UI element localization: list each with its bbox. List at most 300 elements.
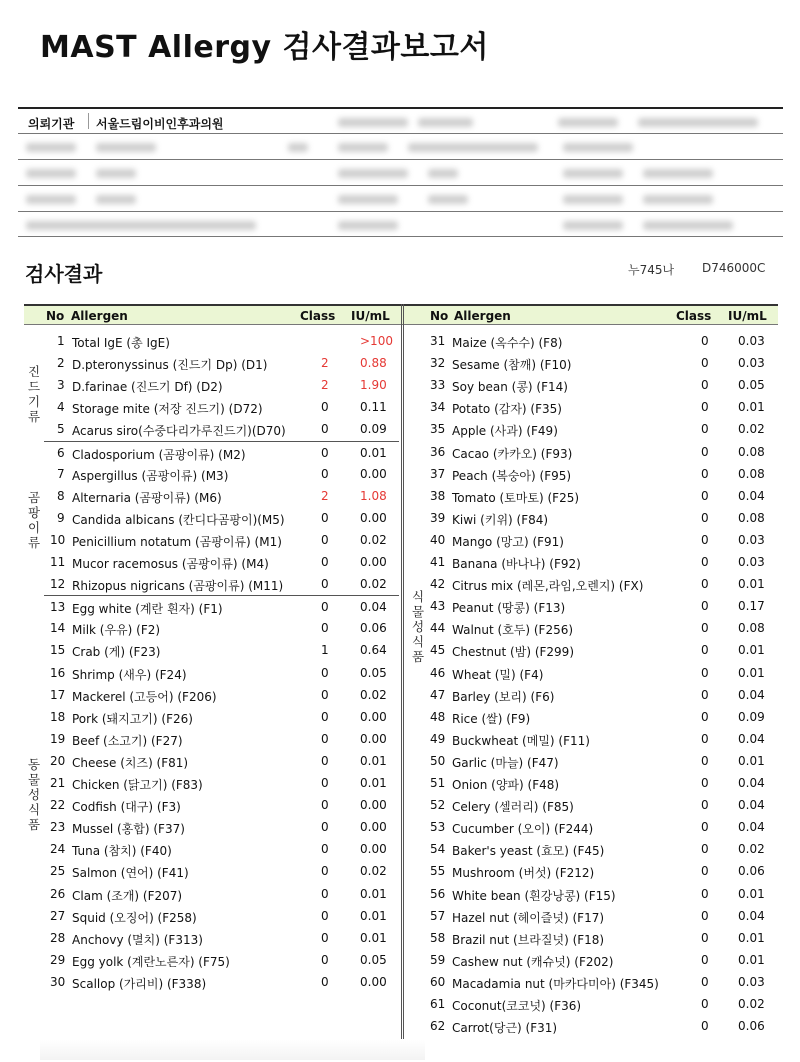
table-row	[44, 551, 399, 573]
cell-class: 0	[321, 864, 329, 879]
info-row	[18, 133, 783, 159]
cell-class: 0	[701, 422, 709, 437]
cell-allergen: Egg white (계란 흰자) (F1)	[72, 602, 223, 617]
cell-no: 37	[430, 466, 446, 481]
cell-no: 14	[50, 621, 66, 636]
cell-allergen: Mackerel (고등어) (F206)	[72, 689, 217, 704]
cell-iu: 0.01	[360, 753, 387, 768]
cell-no: 16	[50, 665, 66, 680]
header-class: Class	[300, 309, 336, 323]
table-row	[424, 772, 778, 794]
table-row	[424, 1015, 778, 1037]
cell-class: 0	[701, 621, 709, 636]
cell-allergen: Cacao (카카오) (F93)	[452, 446, 573, 461]
cell-no: 30	[50, 974, 66, 989]
table-row	[424, 639, 778, 661]
cell-iu: 0.04	[738, 908, 765, 923]
cell-no: 39	[430, 510, 446, 525]
cell-no: 38	[430, 488, 446, 503]
cell-iu: 0.03	[738, 974, 765, 989]
table-row	[44, 662, 399, 684]
table-row	[44, 949, 399, 971]
cell-allergen: Penicillium notatum (곰팡이류) (M1)	[72, 534, 282, 549]
cell-class: 0	[321, 731, 329, 746]
group-label-char: 류	[27, 535, 41, 550]
redacted-field	[338, 143, 388, 152]
cell-class: 0	[701, 798, 709, 813]
cell-class: 0	[321, 952, 329, 967]
cell-iu: 0.05	[738, 378, 765, 393]
group-label-char: 기	[27, 394, 41, 409]
table-row	[44, 507, 399, 529]
table-row	[44, 418, 399, 440]
cell-iu: 0.00	[360, 974, 387, 989]
cell-iu: 0.02	[360, 577, 387, 592]
cell-class: 0	[701, 731, 709, 746]
cell-class: 0	[701, 532, 709, 547]
cell-allergen: Maize (옥수수) (F8)	[452, 336, 563, 350]
info-row	[18, 159, 783, 185]
header-no: No	[430, 309, 449, 323]
cell-no: 59	[430, 952, 446, 967]
cell-iu: 0.00	[360, 466, 387, 481]
cell-no: 28	[50, 930, 66, 945]
cell-no: 20	[50, 753, 66, 768]
cell-allergen: Rice (쌀) (F9)	[452, 711, 531, 726]
cell-iu: 0.03	[738, 532, 765, 547]
results-title: 검사결과	[25, 262, 103, 286]
table-row	[424, 396, 778, 418]
cell-class: 0	[701, 643, 709, 658]
cell-allergen: Hazel nut (헤이즐넛) (F17)	[452, 910, 605, 925]
group-label-plant	[411, 589, 425, 664]
cell-no: 24	[50, 842, 66, 857]
group-label-char: 식	[411, 634, 425, 649]
institution-name: 서울드림이비인후과의원	[96, 117, 224, 131]
cell-class: 0	[701, 400, 709, 415]
table-row	[44, 860, 399, 882]
cell-no: 53	[430, 820, 446, 835]
table-row	[424, 617, 778, 639]
cell-class: 0	[321, 908, 329, 923]
table-row	[424, 507, 778, 529]
header-no: No	[46, 309, 65, 323]
cell-class: 0	[701, 599, 709, 614]
cell-allergen: Total IgE (총 IgE)	[72, 336, 170, 350]
cell-allergen: Shrimp (새우) (F24)	[72, 667, 187, 682]
redacted-field	[338, 169, 408, 178]
group-label-char: 동	[27, 757, 41, 772]
report-title: MAST Allergy 검사결과보고서	[40, 30, 489, 65]
cell-no: 57	[430, 908, 446, 923]
table-row	[44, 728, 399, 750]
redacted-field	[643, 195, 713, 204]
cell-no: 6	[57, 445, 65, 460]
cell-no: 61	[430, 997, 446, 1011]
table-row	[44, 374, 399, 396]
table-row	[424, 905, 778, 927]
table-row	[44, 750, 399, 772]
table-row	[44, 772, 399, 794]
table-row	[44, 441, 399, 463]
cell-allergen: Barley (보리) (F6)	[452, 689, 555, 704]
cell-iu: 0.09	[360, 422, 387, 437]
cell-iu: 0.03	[738, 555, 765, 569]
group-label-char: 류	[27, 409, 41, 424]
cell-iu: 0.01	[738, 886, 765, 901]
table-row	[44, 927, 399, 949]
cell-allergen: Cashew nut (캐슈넛) (F202)	[452, 954, 614, 969]
patient-info-table	[18, 107, 783, 237]
cell-no: 50	[430, 753, 446, 768]
group-label-char: 식	[27, 802, 41, 817]
cell-allergen: Anchovy (멸치) (F313)	[72, 932, 203, 947]
redacted-field	[563, 169, 623, 178]
cell-allergen: Aspergillus (곰팡이류) (M3)	[72, 468, 229, 483]
group-label-animal	[27, 757, 41, 832]
group-label-char: 진	[27, 364, 41, 379]
cell-class: 0	[321, 510, 329, 525]
table-row	[424, 993, 778, 1015]
cell-no: 52	[430, 798, 446, 813]
group-label-char: 이	[27, 520, 41, 535]
cell-class: 0	[701, 820, 709, 835]
cell-class: 0	[321, 687, 329, 702]
cell-allergen: Storage mite (저장 진드기) (D72)	[72, 402, 263, 417]
table-row	[424, 441, 778, 463]
cell-allergen: Alternaria (곰팡이류) (M6)	[72, 490, 222, 505]
cell-class: 0	[701, 842, 709, 857]
cell-allergen: White bean (흰강낭콩) (F15)	[452, 888, 616, 903]
cell-no: 9	[57, 510, 65, 525]
divider	[88, 113, 89, 129]
group-label-char: 식	[411, 589, 425, 604]
cell-iu: 0.05	[360, 665, 387, 680]
cell-allergen: Coconut(코코넛) (F36)	[452, 999, 582, 1013]
table-row	[44, 396, 399, 418]
cell-allergen: Macadamia nut (마카다미아) (F345)	[452, 976, 659, 991]
cell-no: 15	[50, 643, 66, 658]
column-divider	[401, 304, 404, 1039]
cell-no: 40	[430, 532, 446, 547]
cell-allergen: D.pteronyssinus (진드기 Dp) (D1)	[72, 358, 268, 373]
cell-allergen: Tuna (참치) (F40)	[72, 844, 172, 859]
cell-class: 0	[321, 753, 329, 768]
redacted-field	[563, 221, 623, 230]
cell-class: 0	[321, 665, 329, 680]
table-row	[44, 595, 399, 617]
group-label-char: 품	[27, 817, 41, 832]
cell-allergen: Squid (오징어) (F258)	[72, 910, 197, 925]
table-row	[44, 330, 399, 352]
cell-iu: >100	[360, 334, 393, 348]
cell-no: 17	[50, 687, 66, 702]
cell-no: 22	[50, 798, 66, 813]
cell-iu: 0.04	[738, 687, 765, 702]
cell-no: 11	[50, 555, 66, 569]
cell-allergen: Onion (양파) (F48)	[452, 778, 560, 792]
cell-class: 0	[701, 908, 709, 923]
cell-iu: 0.00	[360, 555, 387, 569]
cell-no: 18	[50, 709, 66, 724]
cell-iu: 0.04	[738, 731, 765, 746]
cell-allergen: Kiwi (키위) (F84)	[452, 512, 549, 527]
cell-no: 32	[430, 356, 446, 371]
table-row	[424, 883, 778, 905]
cell-iu: 0.06	[738, 864, 765, 879]
table-row	[424, 595, 778, 617]
institution-label: 의뢰기관	[28, 117, 75, 131]
cell-allergen: Pork (돼지고기) (F26)	[72, 711, 193, 726]
cell-iu: 0.01	[360, 908, 387, 923]
cell-allergen: Crab (게) (F23)	[72, 645, 161, 660]
cell-allergen: Carrot(당근) (F31)	[452, 1021, 558, 1036]
cell-iu: 0.01	[360, 776, 387, 790]
cell-class: 0	[321, 776, 329, 790]
cell-allergen: Mango (망고) (F91)	[452, 534, 564, 549]
table-row	[424, 662, 778, 684]
cell-no: 44	[430, 621, 446, 636]
cell-iu: 0.02	[360, 864, 387, 879]
table-row	[44, 706, 399, 728]
cell-allergen: Apple (사과) (F49)	[452, 424, 558, 439]
table-row	[424, 463, 778, 485]
cell-no: 60	[430, 974, 446, 989]
table-row	[424, 750, 778, 772]
cell-iu: 0.00	[360, 709, 387, 724]
cell-no: 54	[430, 842, 446, 857]
cell-allergen: Egg yolk (계란노른자) (F75)	[72, 954, 230, 969]
info-row	[18, 107, 783, 133]
cell-no: 49	[430, 731, 446, 746]
cell-iu: 0.04	[738, 776, 765, 790]
cell-allergen: Codfish (대구) (F3)	[72, 800, 181, 815]
cell-allergen: Mussel (홍합) (F37)	[72, 822, 185, 837]
results-table	[24, 304, 778, 1039]
cell-class: 0	[321, 820, 329, 835]
redacted-field	[26, 169, 76, 178]
group-label-char: 팡	[27, 505, 41, 520]
cell-no: 56	[430, 886, 446, 901]
cell-class: 0	[701, 466, 709, 481]
table-row	[44, 352, 399, 374]
cell-class: 0	[701, 356, 709, 371]
cell-class: 0	[321, 445, 329, 460]
table-row	[424, 860, 778, 882]
table-row	[424, 927, 778, 949]
cell-allergen: D.farinae (진드기 Df) (D2)	[72, 380, 223, 395]
cell-iu: 0.88	[360, 356, 387, 371]
redacted-field	[96, 169, 136, 178]
cell-class: 0	[701, 444, 709, 459]
info-row	[18, 211, 783, 237]
table-row	[424, 838, 778, 860]
redacted-field	[428, 169, 458, 178]
cell-class: 0	[701, 334, 709, 348]
table-row	[44, 463, 399, 485]
cell-no: 29	[50, 952, 66, 967]
cell-iu: 0.08	[738, 621, 765, 636]
cell-allergen: Acarus siro(수중다리가루진드기)(D70)	[72, 424, 286, 439]
cell-iu: 0.01	[738, 577, 765, 592]
cell-iu: 0.04	[738, 488, 765, 503]
cell-allergen: Scallop (가리비) (F338)	[72, 976, 207, 991]
redacted-field	[338, 118, 408, 127]
group-label-char: 성	[411, 619, 425, 634]
cell-class: 0	[701, 974, 709, 989]
cell-allergen: Potato (감자) (F35)	[452, 402, 562, 417]
cell-iu: 0.00	[360, 510, 387, 525]
cell-class: 0	[321, 466, 329, 481]
cell-no: 36	[430, 444, 446, 459]
cell-no: 7	[57, 466, 65, 481]
cell-no: 27	[50, 908, 66, 923]
cell-iu: 0.00	[360, 731, 387, 746]
cell-no: 8	[57, 488, 65, 503]
cell-iu: 0.02	[738, 422, 765, 437]
group-label-mite	[27, 364, 41, 424]
cell-class: 0	[701, 555, 709, 569]
cell-class: 0	[701, 776, 709, 790]
cell-no: 2	[57, 356, 65, 371]
redacted-field	[288, 143, 308, 152]
redacted-field	[638, 118, 758, 127]
redacted-field	[408, 143, 538, 152]
table-row	[44, 971, 399, 993]
cell-allergen: Candida albicans (칸디다곰팡이)(M5)	[72, 512, 285, 527]
header-iu: IU/mL	[351, 309, 390, 323]
table-row	[424, 816, 778, 838]
redacted-field	[96, 195, 136, 204]
cell-class: 0	[701, 488, 709, 503]
info-row	[18, 185, 783, 211]
cell-no: 55	[430, 864, 446, 879]
cell-no: 42	[430, 577, 446, 592]
table-row	[424, 949, 778, 971]
page-edge	[40, 1040, 425, 1060]
redacted-field	[26, 143, 76, 152]
table-row	[424, 418, 778, 440]
cell-allergen: Walnut (호두) (F256)	[452, 623, 574, 638]
table-row	[44, 639, 399, 661]
table-row	[44, 485, 399, 507]
cell-iu: 0.01	[360, 886, 387, 901]
cell-class: 2	[321, 378, 329, 393]
redacted-field	[643, 221, 733, 230]
cell-iu: 0.02	[738, 997, 765, 1011]
cell-allergen: Mushroom (버섯) (F212)	[452, 866, 595, 881]
redacted-field	[643, 169, 713, 178]
redacted-field	[338, 221, 398, 230]
cell-iu: 0.00	[360, 798, 387, 813]
cell-allergen: Chestnut (밤) (F299)	[452, 645, 574, 660]
cell-allergen: Sesame (참깨) (F10)	[452, 358, 572, 373]
cell-class: 0	[321, 577, 329, 592]
cell-class: 0	[321, 621, 329, 636]
group-label-char: 드	[27, 379, 41, 394]
table-row	[424, 374, 778, 396]
redacted-field	[558, 118, 618, 127]
table-row	[44, 905, 399, 927]
cell-iu: 0.06	[738, 1019, 765, 1034]
cell-allergen: Banana (바나나) (F92)	[452, 557, 581, 571]
cell-class: 0	[701, 952, 709, 967]
cell-allergen: Cucumber (오이) (F244)	[452, 822, 594, 837]
table-row	[424, 684, 778, 706]
table-row	[424, 706, 778, 728]
cell-allergen: Buckwheat (메밀) (F11)	[452, 733, 590, 748]
cell-allergen: Milk (우유) (F2)	[72, 623, 161, 638]
cell-allergen: Beef (소고기) (F27)	[72, 733, 183, 748]
cell-no: 43	[430, 599, 446, 614]
cell-iu: 0.17	[738, 599, 765, 614]
cell-allergen: Brazil nut (브라질넛) (F18)	[452, 932, 605, 947]
cell-no: 10	[50, 532, 66, 547]
cell-no: 41	[430, 555, 446, 569]
table-row	[44, 684, 399, 706]
cell-iu: 0.00	[360, 842, 387, 857]
cell-iu: 0.02	[360, 687, 387, 702]
cell-no: 45	[430, 643, 446, 658]
cell-no: 21	[50, 776, 66, 790]
cell-class: 0	[321, 798, 329, 813]
table-row	[44, 883, 399, 905]
table-row	[424, 971, 778, 993]
redacted-field	[338, 195, 398, 204]
cell-no: 19	[50, 731, 66, 746]
table-row	[44, 838, 399, 860]
cell-iu: 0.01	[360, 930, 387, 945]
cell-class: 0	[701, 709, 709, 724]
cell-class: 0	[321, 555, 329, 569]
cell-allergen: Tomato (토마토) (F25)	[452, 490, 580, 505]
cell-iu: 0.02	[360, 532, 387, 547]
specimen-code: D746000C	[702, 261, 766, 275]
cell-iu: 0.02	[738, 842, 765, 857]
cell-no: 31	[430, 334, 446, 348]
table-row	[44, 617, 399, 639]
redacted-field	[563, 195, 623, 204]
cell-class: 0	[321, 709, 329, 724]
table-row	[424, 529, 778, 551]
cell-no: 58	[430, 930, 446, 945]
cell-iu: 0.04	[738, 798, 765, 813]
cell-allergen: Peanut (땅콩) (F13)	[452, 601, 566, 616]
redacted-field	[26, 195, 76, 204]
cell-class: 1	[321, 643, 329, 658]
cell-class: 0	[701, 864, 709, 879]
header-allergen: Allergen	[71, 309, 128, 323]
cell-no: 3	[57, 378, 65, 393]
cell-no: 25	[50, 864, 66, 879]
cell-no: 4	[57, 400, 65, 415]
cell-class: 0	[321, 422, 329, 437]
cell-iu: 0.00	[360, 820, 387, 835]
cell-iu: 0.09	[738, 709, 765, 724]
cell-class: 0	[321, 600, 329, 615]
cell-no: 13	[50, 600, 66, 615]
cell-iu: 0.01	[360, 445, 387, 460]
cell-iu: 0.03	[738, 356, 765, 371]
cell-allergen: Clam (조개) (F207)	[72, 888, 183, 903]
redacted-field	[26, 221, 256, 230]
cell-allergen: Celery (셀러리) (F85)	[452, 800, 574, 815]
header-iu: IU/mL	[728, 309, 767, 323]
cell-class: 0	[701, 577, 709, 592]
cell-class: 2	[321, 356, 329, 371]
cell-no: 62	[430, 1019, 446, 1034]
cell-iu: 0.01	[738, 753, 765, 768]
